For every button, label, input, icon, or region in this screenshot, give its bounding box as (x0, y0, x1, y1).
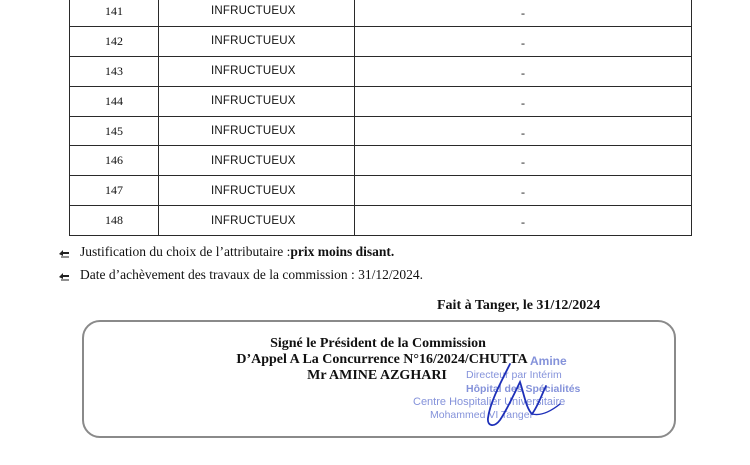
table-row (70, 0, 692, 26)
lot-status: INFRUCTUEUX (159, 56, 355, 86)
signature-name-line: Mr AMINE AZGHARI (307, 368, 447, 383)
stamp-line: Directeur par Intérim (466, 369, 562, 381)
lot-price: - (355, 0, 692, 26)
results-table-body (70, 0, 692, 236)
lot-price: - (355, 26, 692, 56)
lot-status: INFRUCTUEUX (159, 146, 355, 176)
signature-title-line: Signé le Président de la Commission (270, 336, 486, 351)
table-row (70, 116, 692, 146)
lot-status: INFRUCTUEUX (159, 206, 355, 236)
justification-value: prix moins disant. (290, 244, 395, 259)
lot-number: 144 (70, 86, 159, 116)
stamp-line: Amine (530, 354, 567, 368)
lot-price: - (355, 146, 692, 176)
lot-status: INFRUCTUEUX (159, 116, 355, 146)
completion-date-line (58, 267, 423, 283)
lot-number: 142 (70, 26, 159, 56)
justification-line (58, 244, 394, 260)
table-row (70, 146, 692, 176)
lot-status: INFRUCTUEUX (159, 176, 355, 206)
lot-price: - (355, 86, 692, 116)
results-table (69, 0, 692, 236)
lot-number: 148 (70, 206, 159, 236)
justification-label: Justification du choix de l’attributaire : (80, 244, 291, 259)
lot-status: INFRUCTUEUX (159, 0, 355, 26)
signoff-place-date: Fait à Tanger, le 31/12/2024 (437, 298, 601, 313)
stamp-line: Hôpital des Spécialités (466, 383, 581, 395)
lot-number: 146 (70, 146, 159, 176)
lot-price: - (355, 206, 692, 236)
table-row (70, 56, 692, 86)
handwritten-signature (480, 360, 570, 430)
lot-price: - (355, 116, 692, 146)
pointing-hand-icon (58, 268, 72, 282)
lot-status: INFRUCTUEUX (159, 86, 355, 116)
lot-number: 143 (70, 56, 159, 86)
table-row (70, 86, 692, 116)
stamp-line: Mohammed VI Tanger (430, 409, 534, 421)
signature-commission-line: D’Appel A La Concurrence N°16/2024/CHUTTA (236, 352, 528, 367)
lot-price: - (355, 176, 692, 206)
lot-number: 141 (70, 0, 159, 26)
table-row (70, 26, 692, 56)
pointing-hand-icon (58, 245, 72, 259)
stamp-line: Centre Hospitalier Universitaire (413, 396, 566, 408)
lot-number: 147 (70, 176, 159, 206)
table-row (70, 206, 692, 236)
lot-status: INFRUCTUEUX (159, 26, 355, 56)
lot-price: - (355, 56, 692, 86)
table-row (70, 176, 692, 206)
lot-number: 145 (70, 116, 159, 146)
completion-date-text: Date d’achèvement des travaux de la commission : 31/12/2024. (80, 267, 424, 282)
